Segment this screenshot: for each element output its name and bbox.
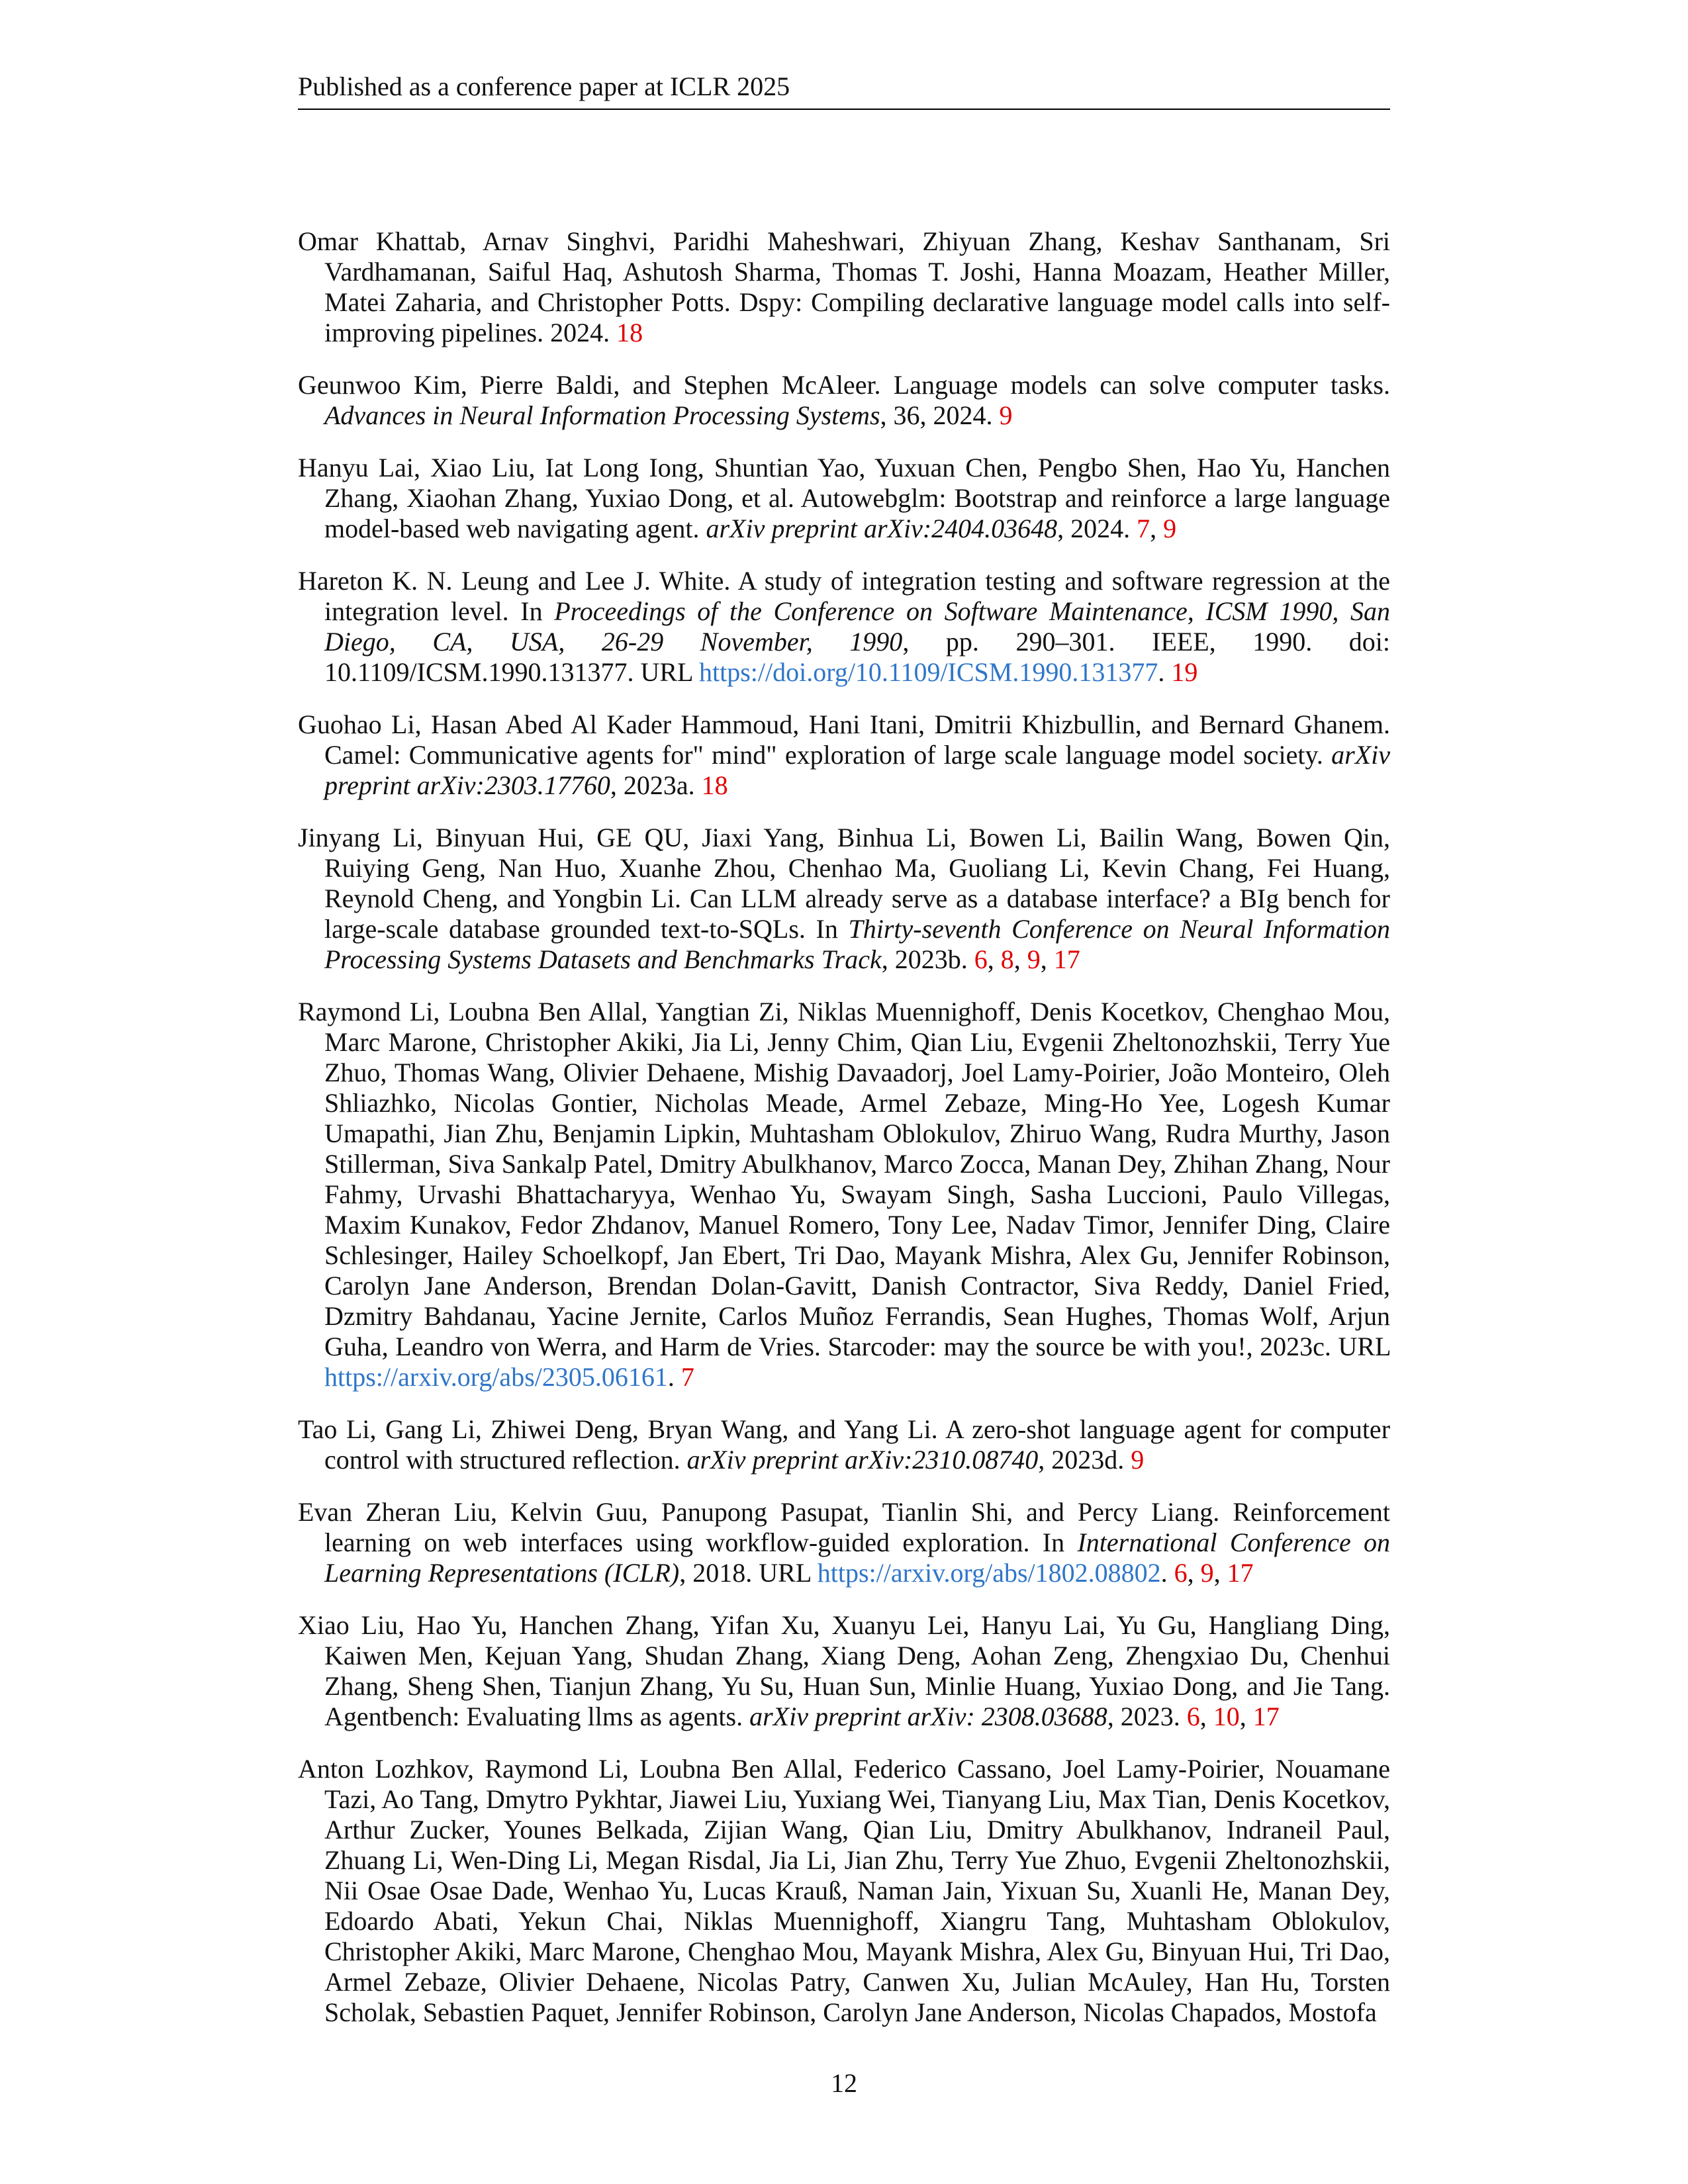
reference-venue: Thirty-seventh Conference on Neural Information Processing Systems Datasets and Benchmarks Track (324, 914, 1391, 974)
reference-entry: Raymond Li, Loubna Ben Allal, Yangtian Zi, Niklas Muennighoff, Denis Kocetkov, Chenghao Mou, Marc Marone, Christopher Akiki, Jia Li, Jenny Chim, Qian Liu, Evgenii Zheltonozhskii, Terry Yue Zhuo, Thomas Wang, Olivier Dehaene, Mishig Davaadorj, Joel Lamy-Poirier, João Monteiro, Oleh Shliazhko, Nicolas Gontier, Nicholas Meade, Armel Zebaze, Ming-Ho Yee, Logesh Kumar Umapathi, Jian Zhu, Benjamin Lipkin, Muhtasham Oblokulov, Zhiruo Wang, Rudra Murthy, Jason Stillerman, Siva Sankalp Patel, Dmitry Abulkhanov, Marco Zocca, Manan Dey, Zhihan Zhang, Nour Fahmy, Urvashi Bhattacharyya, Wenhao Yu, Swayam Singh, Sasha Luccioni, Paulo Villegas, Maxim Kunakov, Fedor Zhdanov, Manuel Romero, Tony Lee, Nadav Timor, Jennifer Ding, Claire Schlesinger, Hailey Schoelkopf, Jan Ebert, Tri Dao, Mayank Mishra, Alex Gu, Jennifer Robinson, Carolyn Jane Anderson, Brendan Dolan-Gavitt, Danish Contractor, Siva Reddy, Daniel Fried, Dzmitry Bahdanau, Yacine Jernite, Carlos Muñoz Ferrandis, Sean Hughes, Thomas Wolf, Arjun Guha, Leandro von Werra, and Harm de Vries. Starcoder: may the source be with you!, 2023c. URL https://arxiv.org/abs/2305.06161. 7 (298, 997, 1391, 1392)
reference-details: , 2023. (1107, 1702, 1180, 1731)
reference-authors: Geunwoo Kim, Pierre Baldi, and Stephen McAleer. (298, 370, 881, 400)
reference-entry (298, 709, 1390, 801)
reference-authors: Anton Lozhkov, Raymond Li, Loubna Ben Allal, Federico Cassano, Joel Lamy-Poirier, Nouamane Tazi, Ao Tang, Dmytro Pykhtar, Jiawei Liu, Yuxiang Wei, Tianyang Liu, Max Tian, Denis Kocetkov, Arthur Zucker, Younes Belkada, Zijian Wang, Qian Liu, Dmitry Abulkhanov, Indraneil Paul, Zhuang Li, Wen-Ding Li, Megan Risdal, Jia Li, Jian Zhu, Terry Yue Zhuo, Evgenii Zheltonozhskii, Nii Osae Osae Dade, Wenhao Yu, Lucas Krauß, Naman Jain, Yixuan Su, Xuanli He, Manan Dey, Edoardo Abati, Yekun Chai, Niklas Muennighoff, Xiangru Tang, Muhtasham Oblokulov, Christopher Akiki, Marc Marone, Chenghao Mou, Mayank Mishra, Alex Gu, Binyuan Hui, Tri Dao, Armel Zebaze, Olivier Dehaene, Nicolas Patry, Canwen Xu, Julian McAuley, Han Hu, Torsten Scholak, Sebastien Paquet, Jennifer Robinson, Carolyn Jane Anderson, Nicolas Chapados, Mostofa (298, 1754, 1390, 2027)
reference-venue: International Conference on Learning Representations (ICLR) (324, 1527, 1391, 1588)
reference-authors: Jinyang Li, Binyuan Hui, GE QU, Jiaxi Yang, Binhua Li, Bowen Li, Bailin Wang, Bowen Qin, Ruiying Geng, Nan Huo, Xuanhe Zhou, Chenhao Ma, Guoliang Li, Kevin Chang, Fei Huang, Reynold Cheng, and Yongbin Li. (298, 823, 1390, 913)
reference-authors: Hareton K. N. Leung and Lee J. White. (298, 566, 731, 596)
reference-entry (298, 370, 1390, 431)
reference-authors: Hanyu Lai, Xiao Liu, Iat Long Iong, Shuntian Yao, Yuxuan Chen, Pengbo Shen, Hao Yu, Hanchen Zhang, Xiaohan Zhang, Yuxiao Dong, et al. (298, 453, 1390, 513)
reference-venue: arXiv preprint arXiv: 2308.03688 (749, 1702, 1107, 1731)
reference-venue: Advances in Neural Information Processing Systems (324, 400, 880, 430)
reference-details: , 2023b. (881, 944, 968, 974)
reference-details: , 36, 2024. (880, 400, 993, 430)
reference-authors: Tao Li, Gang Li, Zhiwei Deng, Bryan Wang, and Yang Li. (298, 1414, 938, 1444)
reference-title: Dspy: Compiling declarative language model calls into self-improving pipelines. (324, 287, 1391, 347)
reference-title: A zero-shot language agent for computer control with structured reflection. (324, 1414, 1391, 1475)
reference-authors: Omar Khattab, Arnav Singhvi, Paridhi Maheshwari, Zhiyuan Zhang, Keshav Santhanam, Sri Vardhamanan, Saiful Haq, Ashutosh Sharma, Thomas T. Joshi, Hanna Moazam, Heather Miller, Matei Zaharia, and Christopher Potts. (298, 226, 1390, 317)
reference-venue: arXiv preprint arXiv:2310.08740 (686, 1445, 1039, 1475)
reference-url-link[interactable]: https://arxiv.org/abs/1802.08802 (817, 1558, 1161, 1588)
reference-title: Reinforcement learning on web interfaces using workflow-guided exploration. In (324, 1497, 1391, 1557)
back-reference-page-link[interactable]: 9 (1163, 514, 1177, 543)
reference-details: , 2023d. (1038, 1445, 1125, 1475)
reference-details: , 2024. (1057, 514, 1131, 543)
reference-title: Camel: Communicative agents for" mind" exploration of large scale language model society. (324, 740, 1323, 770)
reference-venue: Proceedings of the Conference on Software Maintenance, ICSM 1990, San Diego, CA, USA, 26-29 November, 1990 (324, 596, 1390, 657)
reference-authors: Guohao Li, Hasan Abed Al Kader Hammoud, Hani Itani, Dmitrii Khizbullin, and Bernard Ghanem. (298, 709, 1390, 739)
back-reference-page-link[interactable]: 10 (1213, 1702, 1240, 1731)
reference-entry: Xiao Liu, Hao Yu, Hanchen Zhang, Yifan Xu, Xuanyu Lei, Hanyu Lai, Yu Gu, Hangliang Ding, Kaiwen Men, Kejuan Yang, Shudan Zhang, Xiang Deng, Aohan Zeng, Zhengxiao Du, Chenhui Zhang, Sheng Shen, Tianjun Zhang, Yu Su, Huan Sun, Minlie Huang, Yuxiao Dong, and Jie Tang. Agentbench: Evaluating llms as agents. arXiv preprint arXiv: 2308.03688, 2023. 6, 10, 17 (298, 1610, 1390, 1731)
page-number: 12 (831, 2068, 857, 2098)
reference-title: Autowebglm: Bootstrap and reinforce a large language model-based web navigating agent. (324, 483, 1390, 543)
reference-details: , 2018. (679, 1558, 753, 1588)
reference-entry (298, 226, 1390, 348)
reference-doi: doi: 10.1109/ICSM.1990.131377. (324, 627, 1391, 687)
reference-venue: arXiv preprint arXiv:2404.03648 (706, 514, 1058, 543)
reference-details: 2024. (550, 318, 610, 347)
back-reference-page-link[interactable]: 19 (1171, 657, 1198, 687)
reference-venue: arXiv preprint arXiv:2303.17760 (324, 740, 1391, 800)
back-reference-page-link[interactable]: 6 (1186, 1702, 1200, 1731)
back-reference-page-link[interactable]: 6 (974, 944, 988, 974)
back-reference-page-link[interactable]: 9 (1131, 1445, 1145, 1475)
back-reference-page-link[interactable]: 9 (1027, 944, 1041, 974)
references-list (298, 226, 1390, 2050)
reference-url-link[interactable]: https://arxiv.org/abs/2305.06161 (324, 1362, 668, 1392)
reference-title: Can LLM already serve as a database interface? a BIg bench for large-scale database grounded text-to-SQLs. In (324, 884, 1391, 944)
reference-title: Language models can solve computer tasks. (893, 370, 1390, 400)
reference-entry: Evan Zheran Liu, Kelvin Guu, Panupong Pasupat, Tianlin Shi, and Percy Liang. Reinforcement learning on web interfaces using workflow-guided exploration. In International Conference on Learning Representations (ICLR), 2018. URL https://arxiv.org/abs/1802.08802. 6, 9, 17 (298, 1497, 1391, 1588)
reference-title: A study of integration testing and software regression at the integration level. In (324, 566, 1391, 626)
reference-entry: Jinyang Li, Binyuan Hui, GE QU, Jiaxi Yang, Binhua Li, Bowen Li, Bailin Wang, Bowen Qin, Ruiying Geng, Nan Huo, Xuanhe Zhou, Chenhao Ma, Guoliang Li, Kevin Chang, Fei Huang, Reynold Cheng, and Yongbin Li. Can LLM already serve as a database interface? a BIg bench for large-scale database grounded text-to-SQLs. In Thirty-seventh Conference on Neural Information Processing Systems Datasets and Benchmarks Track, 2023b. 6, 8, 9, 17 (298, 823, 1391, 974)
reference-entry: Hanyu Lai, Xiao Liu, Iat Long Iong, Shuntian Yao, Yuxuan Chen, Pengbo Shen, Hao Yu, Hanchen Zhang, Xiaohan Zhang, Yuxiao Dong, et al. Autowebglm: Bootstrap and reinforce a large language model-based web navigating agent. arXiv preprint arXiv:2404.03648, 2024. 7, 9 (298, 453, 1390, 543)
back-reference-page-link[interactable]: 8 (1000, 944, 1014, 974)
back-reference-page-link[interactable]: 7 (680, 1362, 694, 1392)
back-reference-page-link[interactable]: 6 (1174, 1558, 1188, 1588)
back-reference-page-link[interactable]: 17 (1053, 944, 1080, 974)
back-reference-page-link[interactable]: 17 (1227, 1558, 1254, 1588)
reference-details: , 2023a. (610, 770, 695, 800)
page-header: Published as a conference paper at ICLR 2025 (298, 70, 1390, 110)
back-reference-page-link[interactable]: 18 (616, 318, 643, 347)
reference-title: Agentbench: Evaluating llms as agents. (324, 1702, 743, 1731)
reference-authors: Raymond Li, Loubna Ben Allal, Yangtian Zi, Niklas Muennighoff, Denis Kocetkov, Chenghao Mou, Marc Marone, Christopher Akiki, Jia Li, Jenny Chim, Qian Liu, Evgenii Zheltonozhskii, Terry Yue Zhuo, Thomas Wang, Olivier Dehaene, Mishig Davaadorj, Joel Lamy-Poirier, João Monteiro, Oleh Shliazhko, Nicolas Gontier, Nicholas Meade, Armel Zebaze, Ming-Ho Yee, Logesh Kumar Umapathi, Jian Zhu, Benjamin Lipkin, Muhtasham Oblokulov, Zhiruo Wang, Rudra Murthy, Jason Stillerman, Siva Sankalp Patel, Dmitry Abulkhanov, Marco Zocca, Manan Dey, Zhihan Zhang, Nour Fahmy, Urvashi Bhattacharyya, Wenhao Yu, Swayam Singh, Sasha Luccioni, Paulo Villegas, Maxim Kunakov, Fedor Zhdanov, Manuel Romero, Tony Lee, Nadav Timor, Jennifer Ding, Claire Schlesinger, Hailey Schoelkopf, Jan Ebert, Tri Dao, Mayank Mishra, Alex Gu, Jennifer Robinson, Carolyn Jane Anderson, Brendan Dolan-Gavitt, Danish Contractor, Siva Reddy, Daniel Fried, Dzmitry Bahdanau, Yacine Jernite, Carlos Muñoz Ferrandis, Sean Hughes, Thomas Wolf, Arjun Guha, Leandro von Werra, and Harm de Vries. (298, 997, 1390, 1361)
reference-entry (298, 1414, 1390, 1475)
back-reference-page-link[interactable]: 9 (999, 400, 1013, 430)
back-reference-page-link[interactable]: 18 (701, 770, 728, 800)
reference-entry: Hareton K. N. Leung and Lee J. White. A study of integration testing and software regression at the integration level. In Proceedings of the Conference on Software Maintenance, ICSM 1990, San Diego, CA, USA, 26-29 November, 1990, pp. 290–301. IEEE, 1990. doi: 10.1109/ICSM.1990.131377. URL https://doi.org/10.1109/ICSM.1990.131377. 19 (298, 566, 1391, 687)
reference-entry (298, 1754, 1390, 2028)
back-reference-page-link[interactable]: 9 (1200, 1558, 1214, 1588)
reference-url-link[interactable]: https://doi.org/10.1109/ICSM.1990.131377 (698, 657, 1158, 687)
back-reference-page-link[interactable]: 17 (1252, 1702, 1280, 1731)
reference-details: , pp. 290–301. IEEE, 1990. (902, 627, 1313, 657)
reference-authors: Xiao Liu, Hao Yu, Hanchen Zhang, Yifan Xu, Xuanyu Lei, Hanyu Lai, Yu Gu, Hangliang Ding, Kaiwen Men, Kejuan Yang, Shudan Zhang, Xiang Deng, Aohan Zeng, Zhengxiao Du, Chenhui Zhang, Sheng Shen, Tianjun Zhang, Yu Su, Huan Sun, Minlie Huang, Yuxiao Dong, and Jie Tang. (298, 1610, 1390, 1701)
reference-authors: Evan Zheran Liu, Kelvin Guu, Panupong Pasupat, Tianlin Shi, and Percy Liang. (298, 1497, 1220, 1527)
reference-title: Starcoder: may the source be with you!, 2023c. (827, 1332, 1331, 1361)
back-reference-page-link[interactable]: 7 (1137, 514, 1150, 543)
